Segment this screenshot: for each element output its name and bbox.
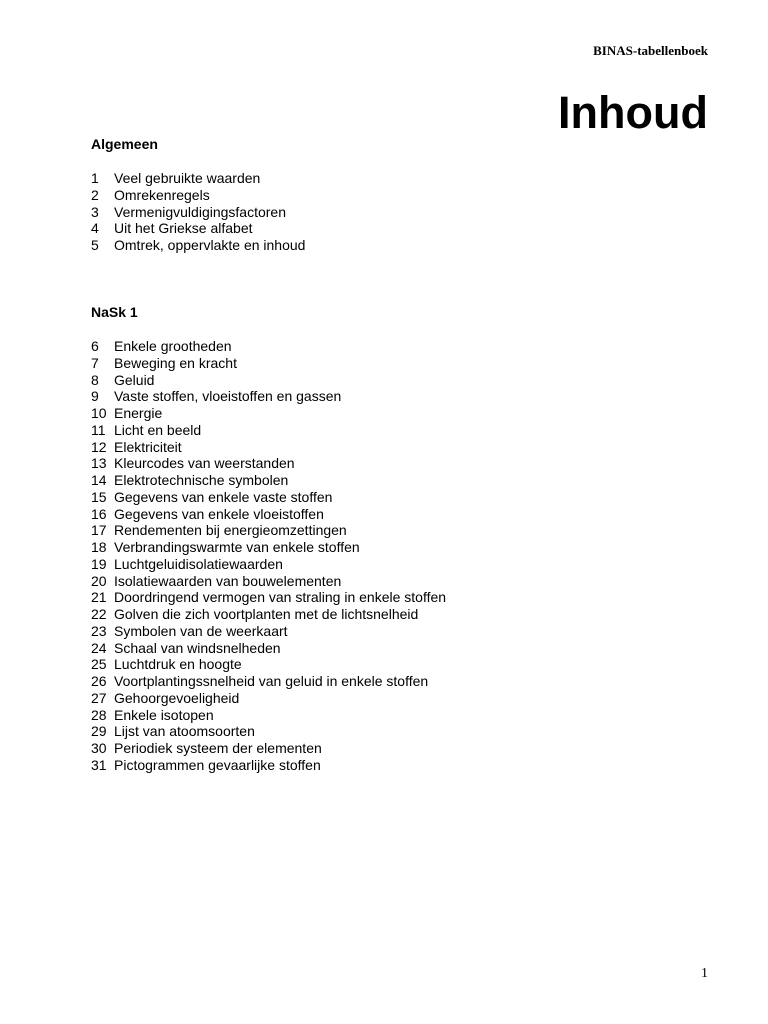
toc-title: Enkele isotopen bbox=[114, 706, 214, 723]
toc-entry[interactable] bbox=[91, 472, 446, 489]
toc-title: Periodiek systeem der elementen bbox=[114, 740, 322, 756]
toc-title: Schaal van windsnelheden bbox=[114, 639, 281, 656]
toc-entry[interactable] bbox=[91, 237, 305, 254]
toc-number: 14 bbox=[91, 472, 107, 488]
toc-entry[interactable] bbox=[91, 740, 446, 757]
toc-title: Rendementen bij energieomzettingen bbox=[114, 522, 347, 539]
toc-entry[interactable] bbox=[91, 640, 446, 657]
toc-number: 27 bbox=[91, 689, 107, 706]
toc-entry[interactable] bbox=[91, 220, 305, 237]
toc-number: 22 bbox=[91, 606, 107, 622]
toc-number: 8 bbox=[91, 371, 99, 388]
toc-entry[interactable] bbox=[91, 204, 305, 221]
toc-title: Gegevens van enkele vaste stoffen bbox=[114, 488, 333, 505]
toc-entry[interactable] bbox=[91, 187, 305, 204]
toc-entry[interactable] bbox=[91, 606, 446, 623]
toc-entry[interactable] bbox=[91, 707, 446, 724]
toc-title: Gegevens van enkele vloeistoffen bbox=[114, 505, 324, 522]
toc-number: 17 bbox=[91, 522, 107, 539]
toc-number: 29 bbox=[91, 723, 107, 740]
toc-entry[interactable] bbox=[91, 656, 446, 673]
toc-number: 6 bbox=[91, 338, 99, 354]
toc-number: 7 bbox=[91, 354, 99, 371]
toc-entry[interactable] bbox=[91, 439, 446, 456]
toc-number: 10 bbox=[91, 405, 107, 421]
toc-title: Lijst van atoomsoorten bbox=[114, 723, 255, 740]
toc-number: 11 bbox=[91, 421, 106, 438]
toc-number: 23 bbox=[91, 622, 107, 639]
toc-entry[interactable] bbox=[91, 338, 446, 355]
toc-title: Verbrandingswarmte van enkele stoffen bbox=[114, 539, 360, 555]
toc-entry[interactable] bbox=[91, 539, 446, 556]
toc-number: 16 bbox=[91, 505, 107, 522]
section-algemeen bbox=[91, 136, 305, 254]
toc-entry[interactable] bbox=[91, 405, 446, 422]
toc-title: Omrekenregels bbox=[114, 186, 210, 203]
toc-number: 3 bbox=[91, 203, 99, 220]
toc-number: 28 bbox=[91, 706, 107, 723]
toc-title: Uit het Griekse alfabet bbox=[114, 220, 253, 237]
toc-entry[interactable] bbox=[91, 355, 446, 372]
toc-number: 18 bbox=[91, 539, 107, 555]
toc-entry[interactable] bbox=[91, 455, 446, 472]
toc-entry[interactable] bbox=[91, 589, 446, 606]
toc-number: 31 bbox=[91, 756, 107, 773]
toc-number: 13 bbox=[91, 455, 107, 472]
toc-number: 25 bbox=[91, 656, 107, 673]
toc-entry[interactable] bbox=[91, 388, 446, 405]
toc-title: Voortplantingssnelheid van geluid in enkele stoffen bbox=[114, 673, 429, 689]
toc-entry[interactable] bbox=[91, 489, 446, 506]
toc-entry[interactable] bbox=[91, 522, 446, 539]
running-header: BINAS-tabellenboek bbox=[593, 43, 708, 58]
toc-list bbox=[91, 338, 446, 774]
toc-title: Luchtdruk en hoogte bbox=[114, 656, 242, 673]
page-number: 1 bbox=[701, 966, 708, 981]
toc-number: 5 bbox=[91, 237, 99, 253]
toc-entry[interactable] bbox=[91, 506, 446, 523]
section-heading: NaSk 1 bbox=[91, 304, 138, 320]
toc-number: 21 bbox=[91, 589, 107, 606]
toc-entry[interactable] bbox=[91, 623, 446, 640]
toc-title: Isolatiewaarden van bouwelementen bbox=[114, 572, 342, 589]
toc-entry[interactable] bbox=[91, 422, 446, 439]
toc-entry[interactable] bbox=[91, 556, 446, 573]
toc-entry[interactable] bbox=[91, 372, 446, 389]
toc-title: Symbolen van de weerkaart bbox=[114, 622, 288, 639]
toc-number: 24 bbox=[91, 639, 107, 656]
toc-title: Doordringend vermogen van straling in enkele stoffen bbox=[114, 589, 447, 606]
toc-title: Elektrotechnische symbolen bbox=[114, 472, 289, 488]
toc-entry[interactable] bbox=[91, 690, 446, 707]
toc-entry[interactable] bbox=[91, 757, 446, 774]
toc-number: 20 bbox=[91, 572, 107, 589]
toc-entry[interactable] bbox=[91, 673, 446, 690]
toc-list bbox=[91, 170, 305, 254]
page-title: Inhoud bbox=[558, 87, 708, 138]
toc-number: 1 bbox=[91, 170, 99, 186]
section-nask-1 bbox=[91, 304, 446, 774]
toc-number: 19 bbox=[91, 555, 107, 572]
toc-title: Gehoorgevoeligheid bbox=[114, 689, 240, 706]
section-heading: Algemeen bbox=[91, 136, 158, 152]
toc-title: Energie bbox=[114, 405, 163, 421]
toc-title: Golven die zich voortplanten met de lichtsnelheid bbox=[114, 606, 419, 622]
toc-title: Geluid bbox=[114, 371, 155, 388]
toc-title: Luchtgeluidisolatiewaarden bbox=[114, 555, 283, 572]
toc-number: 12 bbox=[91, 438, 107, 455]
toc-number: 4 bbox=[91, 220, 99, 237]
toc-number: 2 bbox=[91, 186, 99, 203]
toc-entry[interactable] bbox=[91, 723, 446, 740]
toc-title: Beweging en kracht bbox=[114, 354, 237, 371]
toc-title: Enkele grootheden bbox=[114, 338, 232, 354]
toc-number: 15 bbox=[91, 488, 107, 505]
toc-title: Veel gebruikte waarden bbox=[114, 170, 261, 186]
toc-title: Vaste stoffen, vloeistoffen en gassen bbox=[114, 388, 342, 405]
toc-title: Vermenigvuldigingsfactoren bbox=[114, 203, 286, 220]
toc-title: Elektriciteit bbox=[114, 438, 182, 455]
toc-title: Licht en beeld bbox=[114, 421, 202, 438]
toc-title: Omtrek, oppervlakte en inhoud bbox=[114, 237, 306, 253]
toc-title: Kleurcodes van weerstanden bbox=[114, 455, 295, 472]
toc-entry[interactable] bbox=[91, 170, 305, 187]
toc-number: 9 bbox=[91, 388, 99, 405]
toc-number: 30 bbox=[91, 740, 107, 756]
toc-entry[interactable] bbox=[91, 573, 446, 590]
toc-title: Pictogrammen gevaarlijke stoffen bbox=[114, 756, 321, 773]
toc-number: 26 bbox=[91, 673, 107, 689]
